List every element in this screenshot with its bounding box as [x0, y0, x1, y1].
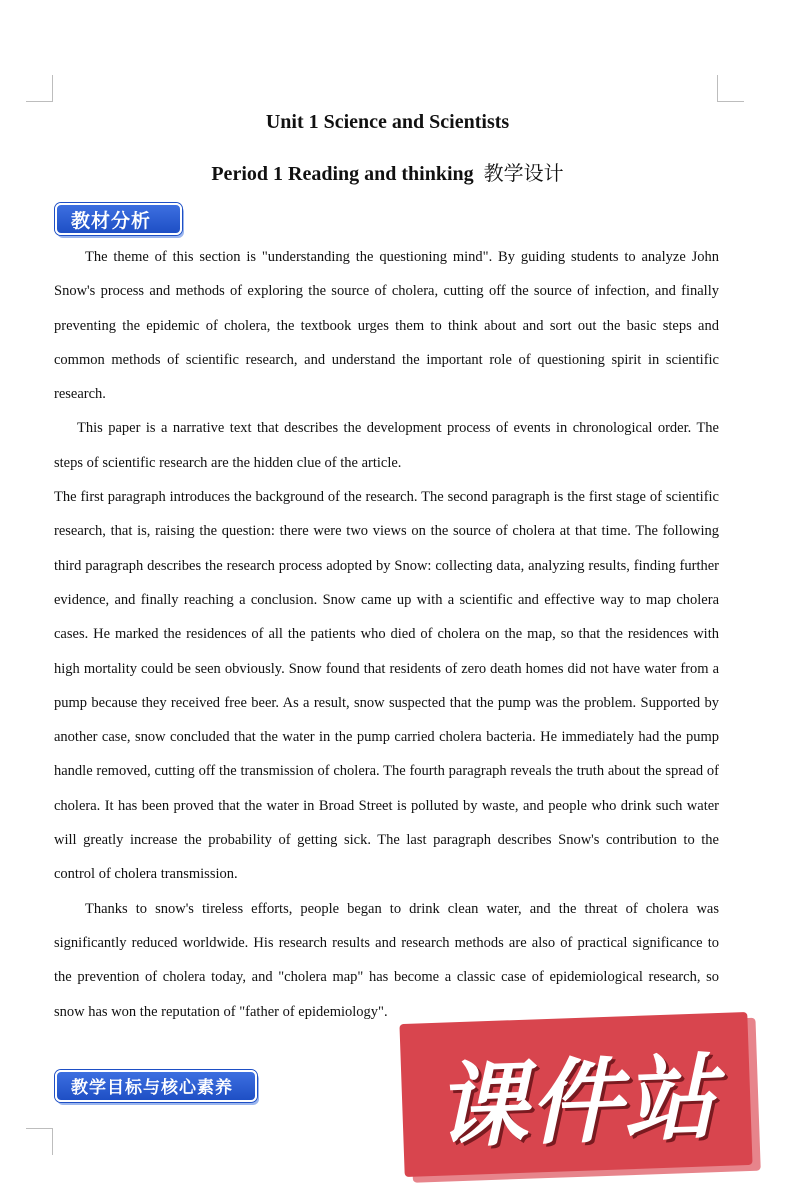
paragraph-narrative: This paper is a narrative text that describes the development process of events in chronological order. The steps of scientific research are the hidden clue of the article. [54, 420, 719, 471]
subtitle-chinese: 教学设计 [483, 161, 564, 185]
crop-mark-top-right [717, 75, 744, 102]
watermark-stamp [399, 1012, 752, 1177]
body-text [54, 240, 719, 1029]
paragraph-structure: The first paragraph introduces the background of the research. The second paragraph is the first stage of scientific research, that is, raising the question: there were two views on the source of cholera at that time. The following third paragraph describes the research process adopted by Snow: collecting data, analyzing results, finding further evidence, and finally reaching a conclusion. Snow came up with a scientific and effective way to map cholera cases. He marked the residences of all the patients who died of cholera on the map, so that the residences with high mortality could be seen obviously. Snow found that residents of zero death homes did not have water from a pump because they received free beer. As a result, snow suspected that the pump was the problem. Supported by another case, snow concluded that the water in the pump carried cholera bacteria. He immediately had the pump handle removed, cutting off the transmission of cholera. The fourth paragraph reveals the truth about the spread of cholera. It has been proved that the water in Broad Street is polluted by waste, and people who drink such water will greatly increase the probability of getting sick. The last paragraph describes Snow's contribution to the control of cholera transmission. [54, 489, 719, 883]
watermark-logo: 课件站 [433, 1043, 720, 1161]
document-subtitle [0, 157, 775, 186]
subtitle-english: Period 1 Reading and thinking [211, 163, 474, 185]
section-badge-textbook-analysis: 教材分析 [55, 203, 182, 235]
crop-mark-top-left [26, 75, 53, 102]
document-title: Unit 1 Science and Scientists [265, 111, 510, 133]
section-badge-goals: 教学目标与核心素养 [55, 1070, 257, 1102]
crop-mark-bottom-left [26, 1128, 53, 1155]
paragraph-theme: The theme of this section is "understanding the questioning mind". By guiding students to analyze John Snow's process and methods of exploring the source of cholera, cutting off the source of infection, and finally preventing the epidemic of cholera, the textbook urges them to think about and sort out the basic steps and common methods of scientific research, and understand the important role of questioning spirit in scientific research. [54, 249, 719, 403]
paragraph-conclusion: Thanks to snow's tireless efforts, people began to drink clean water, and the threat of cholera was significantly reduced worldwide. His research results and research methods are also of practical significance to the prevention of cholera today, and "cholera map" has become a classic case of epidemiological research, so snow has won the reputation of "father of epidemiology". [54, 900, 719, 1020]
